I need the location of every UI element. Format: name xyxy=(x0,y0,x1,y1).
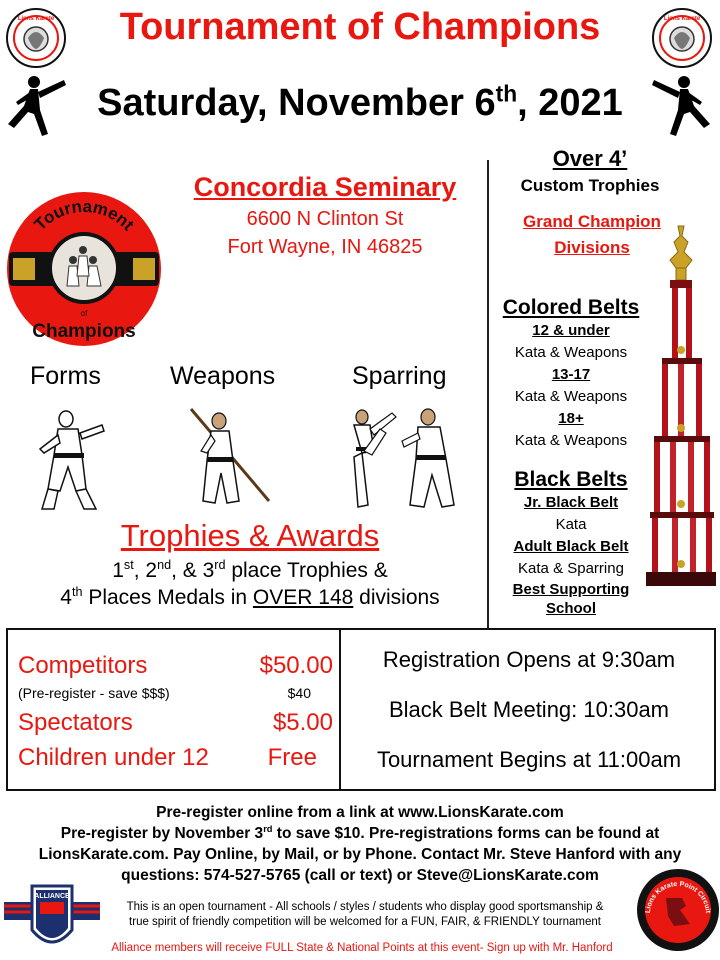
lions-karate-point-circuit-logo xyxy=(636,868,720,952)
colored-events-3: Kata & Weapons xyxy=(514,432,628,449)
lions-karate-logo-left xyxy=(6,8,66,68)
kicker-silhouette-right-icon xyxy=(650,72,714,142)
best-supporting-school: School xyxy=(545,600,596,617)
black-belts-block xyxy=(496,468,646,618)
svg-text:Champions: Champions xyxy=(32,321,136,342)
event-sparring: Sparring xyxy=(352,362,447,390)
column-divider xyxy=(487,160,489,630)
colored-events-2: Kata & Weapons xyxy=(514,388,628,405)
prereg-info xyxy=(0,802,720,886)
colored-belts-block xyxy=(496,296,646,452)
trophy-info xyxy=(490,146,690,196)
awards-heading: Trophies & Awards xyxy=(120,518,380,553)
alliance-note: Alliance members will receive FULL State & National Points at this event- Sign up with Mr. Hanford xyxy=(111,942,613,954)
price-preregister: (Pre-register - save $$$) $40 xyxy=(18,685,311,701)
info-box-divider xyxy=(339,628,341,791)
venue-city: Fort Wayne, IN 46825 xyxy=(227,236,423,258)
custom-trophies: Custom Trophies xyxy=(520,176,660,195)
open-tournament-text: This is an open tournament - All schools / styles / students who display good sportsmanship & true spirit of friendly competition will be welcomed for a FUN, FAIR, & FRIENDLY tournament xyxy=(126,901,604,928)
black-events-1: Kata xyxy=(555,516,587,533)
colored-events-1: Kata & Weapons xyxy=(514,344,628,361)
svg-text:of: of xyxy=(80,309,88,318)
colored-age-1: 12 & under xyxy=(532,322,610,339)
prereg-line-4: questions: 574-527-5765 (call or text) or Steve@LionsKarate.com xyxy=(121,867,599,884)
prereg-line-3: LionsKarate.com. Pay Online, by Mail, or by Phone. Contact Mr. Steve Hanford with any xyxy=(38,846,682,863)
svg-text:Lions Karate: Lions Karate xyxy=(17,16,55,22)
page-title: Tournament of Champions xyxy=(119,6,601,48)
forms-figure-icon xyxy=(28,405,112,515)
black-age-1: Jr. Black Belt xyxy=(523,494,619,511)
svg-text:ALLIANCE: ALLIANCE xyxy=(34,893,70,900)
price-children: Children under 12 Free xyxy=(18,744,317,771)
black-belts-heading: Black Belts xyxy=(514,468,628,491)
event-date: Saturday, November 6th, 2021 xyxy=(97,80,623,124)
grand-champion-divisions: Grand Champion Divisions xyxy=(523,212,661,257)
kicker-silhouette-left-icon xyxy=(4,72,68,142)
colored-belts-heading: Colored Belts xyxy=(502,296,640,319)
svg-text:Tournament: Tournament xyxy=(30,196,138,235)
prereg-line-2: Pre-register by November 3rd to save $10. Pre-registrations forms can be found at xyxy=(60,823,660,842)
venue-street: 6600 N Clinton St xyxy=(246,208,404,230)
venue-block xyxy=(160,172,490,259)
alliance-logo xyxy=(4,880,100,958)
price-competitors: Competitors $50.00 xyxy=(18,652,333,679)
svg-text:Lions Karate Point Circuit: Lions Karate Point Circuit xyxy=(644,880,712,914)
prereg-line-1: Pre-register online from a link at www.LionsKarate.com xyxy=(156,804,564,821)
svg-text:Lions Karate: Lions Karate xyxy=(663,16,701,22)
price-spectators: Spectators $5.00 xyxy=(18,709,333,736)
schedule-tournament-start: Tournament Begins at 11:00am xyxy=(376,747,682,772)
venue-name: Concordia Seminary xyxy=(193,172,457,202)
event-weapons: Weapons xyxy=(170,362,276,390)
event-forms: Forms xyxy=(30,362,101,390)
awards-block xyxy=(30,518,470,610)
schedule-registration: Registration Opens at 9:30am xyxy=(382,647,676,672)
awards-line-2: 4th Places Medals in OVER 148 divisions xyxy=(60,585,440,609)
black-age-2: Adult Black Belt xyxy=(513,538,629,555)
awards-line-1: 1st, 2nd, & 3rd place Trophies & xyxy=(112,558,388,582)
tournament-of-champions-belt-logo xyxy=(5,190,163,348)
colored-age-3: 18+ xyxy=(558,410,584,427)
sparring-figures-icon xyxy=(340,403,470,515)
grand-champion-trophy-icon xyxy=(646,222,716,594)
trophy-size: Over 4’ xyxy=(552,146,628,171)
lions-karate-logo-right xyxy=(652,8,712,68)
black-events-2: Kata & Sparring xyxy=(518,560,624,577)
best-supporting-label: Best Supporting xyxy=(512,581,630,598)
schedule-black-belt-meeting: Black Belt Meeting: 10:30am xyxy=(388,697,670,722)
colored-age-2: 13-17 xyxy=(551,366,591,383)
weapons-figure-icon xyxy=(185,405,275,515)
